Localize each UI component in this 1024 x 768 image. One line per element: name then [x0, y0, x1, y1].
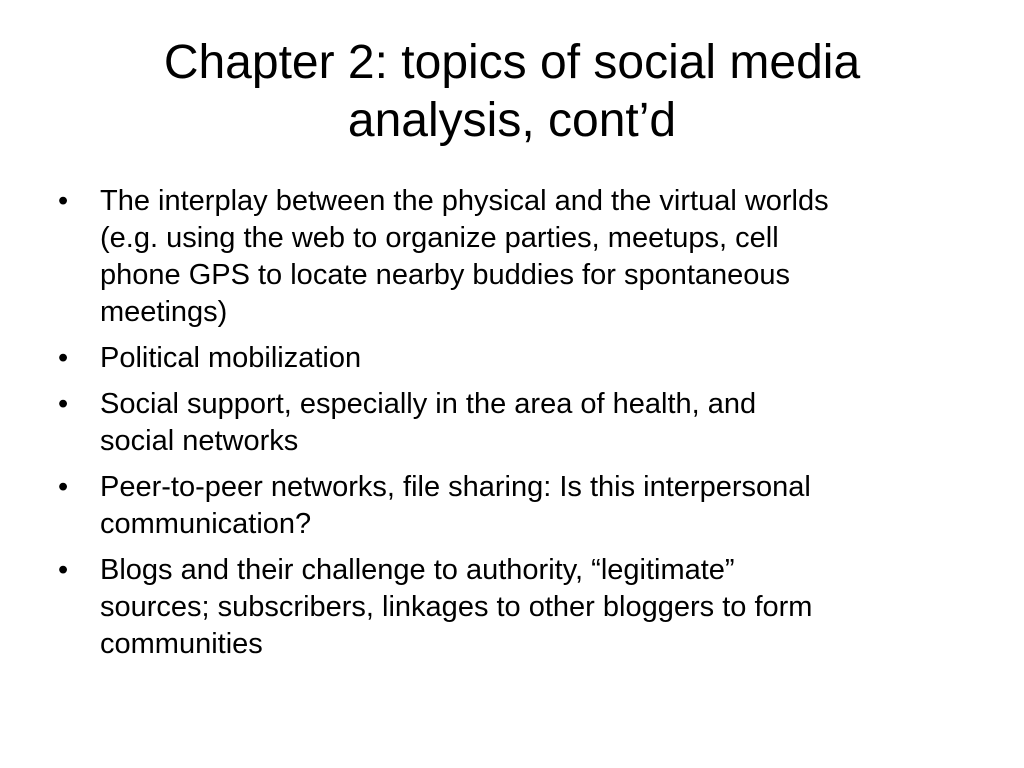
bullet-text-line: Blogs and their challenge to authority, “legitimate” — [100, 554, 735, 586]
bullet-text-line: communication? — [100, 508, 312, 540]
bullet-text-line: The interplay between the physical and the virtual worlds — [100, 185, 829, 217]
bullet-dot-icon: • — [58, 471, 69, 503]
slide-title — [40, 34, 984, 150]
bullet-text-line: (e.g. using the web to organize parties, meetups, cell — [100, 222, 779, 254]
bullet-dot-icon: • — [58, 388, 69, 420]
bullet-item — [56, 386, 976, 460]
bullet-text-line: Social support, especially in the area of health, and — [100, 388, 757, 420]
bullet-dot-icon: • — [58, 342, 69, 374]
bullet-text-line: communities — [100, 628, 263, 660]
bullet-text-line: Political mobilization — [100, 342, 362, 374]
bullet-text-line: sources; subscribers, linkages to other bloggers to form — [100, 591, 813, 623]
bullet-list — [56, 183, 976, 672]
bullet-item — [56, 469, 976, 543]
bullet-item — [56, 552, 976, 663]
title-line: Chapter 2: topics of social media — [163, 36, 861, 89]
bullet-item — [56, 183, 976, 331]
title-line: analysis, cont’d — [347, 94, 677, 147]
bullet-text-line: meetings) — [100, 296, 228, 328]
bullet-item — [56, 340, 976, 377]
bullet-text-line: Peer-to-peer networks, file sharing: Is this interpersonal — [100, 471, 811, 503]
bullet-dot-icon: • — [58, 554, 69, 586]
bullet-text-line: social networks — [100, 425, 299, 457]
bullet-dot-icon: • — [58, 185, 69, 217]
bullet-text-line: phone GPS to locate nearby buddies for spontaneous — [100, 259, 791, 291]
